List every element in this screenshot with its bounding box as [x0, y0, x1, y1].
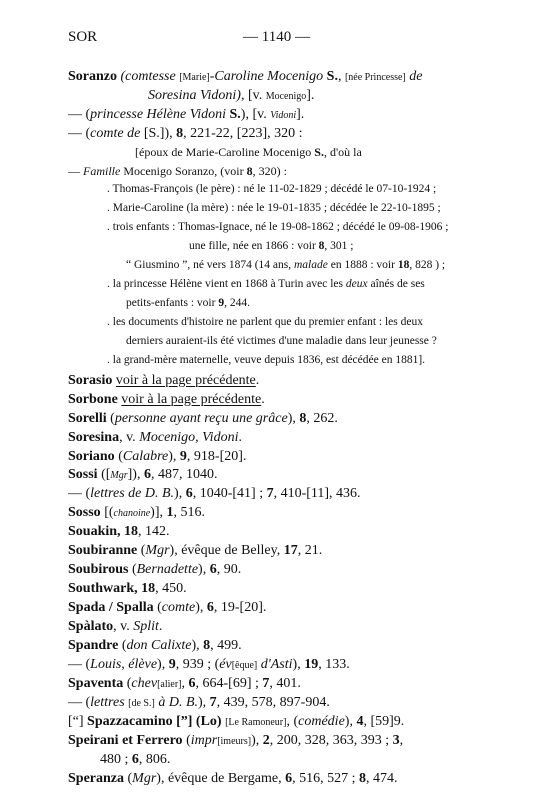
link-page-precedente[interactable]: voir à la page précédente [121, 391, 262, 407]
running-head: SOR [68, 29, 98, 45]
entry-sosso: Sosso [(chanoine)], 1, 516. [68, 505, 205, 521]
page-number: — 1140 — [243, 29, 310, 45]
entry-spandre-louis: — (Louis, élève), 9, 939 ; (év[êque] d'Asti), 19, 133. [68, 657, 350, 673]
note-petits-enfants: petits-enfants : voir 9, 244. [126, 296, 250, 309]
entry-sossi-lettres: — (lettres de D. B.), 6, 1040-[41] ; 7, 410-[11], 436. [68, 486, 361, 502]
note-mere: . Marie-Caroline (la mère) : née le 19-01-1835 ; décédée le 22-10-1895 ; [107, 201, 441, 214]
note-enfants: . trois enfants : Thomas-Ignace, né le 19-08-1862 ; décédé le 09-08-1906 ; [107, 220, 449, 233]
entry-soriano: Soriano (Calabre), 9, 918-[20]. [68, 448, 247, 464]
entry-spandre: Spandre (don Calixte), 8, 499. [68, 638, 242, 654]
entry-soresina: Soresina, v. Mocenigo, Vidoni. [68, 429, 242, 445]
note-fille: une fille, née en 1866 : voir 8, 301 ; [189, 239, 354, 252]
entry-spalato: Spàlato, v. Split. [68, 619, 163, 635]
note-giusmino: “ Giusmino ”, né vers 1874 (14 ans, malade en 1888 : voir 18, 828 ) ; [126, 258, 446, 271]
link-page-precedente[interactable]: voir à la page précédente [115, 372, 256, 388]
entry-souakin: Souakin, 18, 142. [68, 524, 170, 540]
entry-soranzo-cont: Soresina Vidoni), [v. Mocenigo]. [148, 88, 315, 103]
entry-spaventa-lettres: — (lettres [de S.] à D. B.), 7, 439, 578, 897-904. [68, 695, 330, 711]
entry-southwark: Southwark, 18, 450. [68, 581, 187, 597]
entry-spazzacamino: [“] Spazzacamino [”] (Lo) [Le Ramoneur], (comédie), 4, [59]9. [68, 714, 405, 730]
entry-soranzo-comte: — (comte de [S.]), 8, 221-22, [223], 320 : [68, 125, 303, 141]
entry-spada-spalla: Spada / Spalla (comte), 6, 19-[20]. [68, 600, 267, 616]
entry-speranza: Speranza (Mgr), évêque de Bergame, 6, 516, 527 ; 8, 474. [68, 771, 398, 786]
note-epoux: [époux de Marie-Caroline Mocenigo S., d'où la [135, 144, 362, 159]
entry-soranzo-princesse: — (princesse Hélène Vidoni S.), [v. Vidoni]. [68, 106, 305, 122]
note-documents: . les documents d'histoire ne parlent que du premier enfant : les deux [107, 315, 423, 328]
note-derniers: derniers auraient-ils été victimes d'une maladie dans leur jeunesse ? [126, 334, 437, 347]
entry-soubirous: Soubirous (Bernadette), 6, 90. [68, 562, 242, 578]
note-grand-mere: . la grand-mère maternelle, veuve depuis 1836, est décédée en 1881]. [107, 353, 426, 366]
entry-soubiranne: Soubiranne (Mgr), évêque de Belley, 17, 21. [68, 543, 323, 559]
entry-sossi: Sossi ([Mgr]), 6, 487, 1040. [68, 467, 218, 483]
note-princesse-turin: . la princesse Hélène vient en 1868 à Turin avec les deux aînés de ses [107, 277, 425, 290]
entry-sorasio: Sorasio voir à la page précédente. [68, 372, 260, 388]
entry-speirani-cont: 480 ; 6, 806. [100, 752, 171, 767]
entry-speirani: Speirani et Ferrero (impr[imeurs]), 2, 200, 328, 363, 393 ; 3, [68, 733, 404, 749]
note-pere: . Thomas-François (le père) : né le 11-02-1829 ; décédé le 07-10-1924 ; [107, 182, 437, 195]
entry-sorbone: Sorbone voir à la page précédente. [68, 391, 265, 407]
entry-soranzo: Soranzo (comtesse [Marie]-Caroline Mocenigo S., [née Princesse] de [68, 69, 423, 84]
note-famille: — Famille Mocenigo Soranzo, (voir 8, 320) : [68, 163, 287, 178]
entry-sorelli: Sorelli (personne ayant reçu une grâce), 8, 262. [68, 410, 338, 426]
entry-spaventa: Spaventa (chev[alier], 6, 664-[69] ; 7, 401. [68, 676, 301, 692]
